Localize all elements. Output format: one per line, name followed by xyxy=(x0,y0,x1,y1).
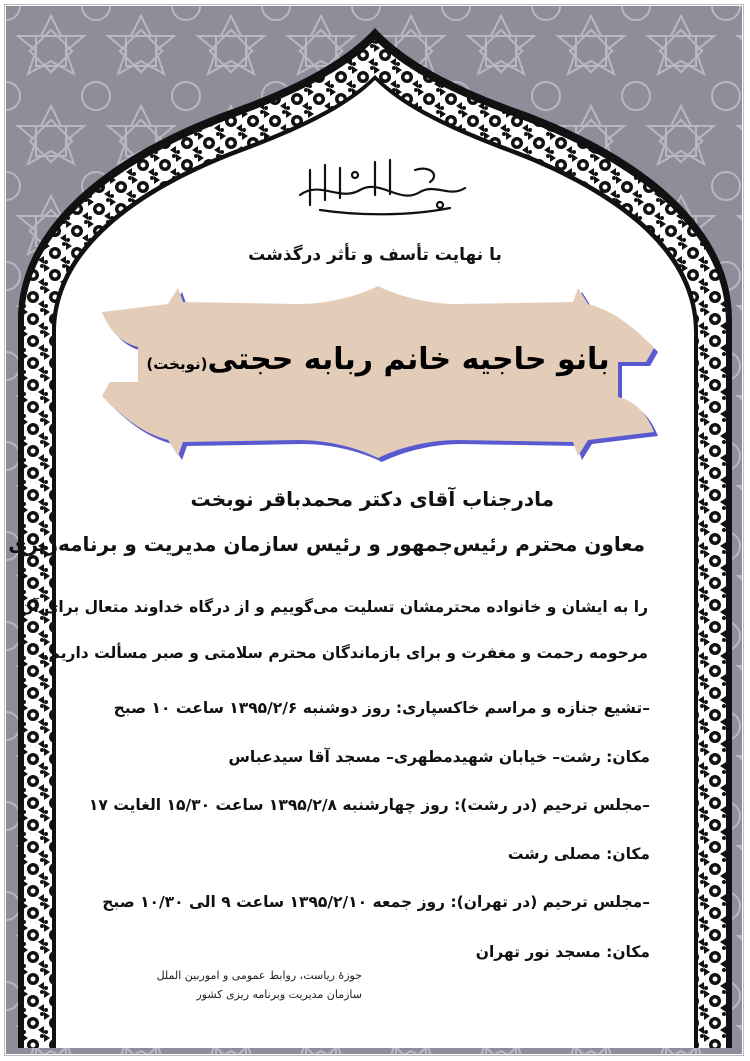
ceremony-item: –تشیع جنازه و مراسم خاکسپاری: روز دوشنبه ۱۳۹۵/۲/۶ ساعت ۱۰ صبح xyxy=(113,699,650,717)
condolence-line-2: مرحومه رحمت و مغفرت و برای بازماندگان محترم سلامتی و صبر مسألت داریم. xyxy=(42,644,648,662)
ceremony-item: –مجلس ترحیم (در رشت): روز چهارشنبه ۱۳۹۵/۲/۸ ساعت ۱۵/۳۰ الغایت ۱۷ xyxy=(88,796,650,814)
relation-line-1: مادرجناب آقای دکتر محمدباقر نوبخت xyxy=(190,487,554,511)
calligraphy-text: انا لله و انا الیه راجعون xyxy=(380,218,390,219)
relation-line-2: معاون محترم رئیس‌جمهور و رئیس سازمان مدیریت و برنامه‌ریزی xyxy=(8,532,645,556)
deceased-name xyxy=(98,342,658,377)
intro-text: با نهایت تأسف و تأثر درگذشت xyxy=(248,245,502,265)
condolence-line-1: را به ایشان و خانواده محترمشان تسلیت می‌گوییم و از درگاه خداوند متعال برای آن xyxy=(20,598,648,616)
ceremony-item: مکان: مصلی رشت xyxy=(507,845,650,863)
deceased-name-main: بانو حاجیه خانم ربابه حجتی xyxy=(207,342,610,377)
calligraphy-emblem xyxy=(280,150,480,220)
ceremony-item: –مجلس ترحیم (در تهران): روز جمعه ۱۳۹۵/۲/۱۰ ساعت ۹ الی ۱۰/۳۰ صبح xyxy=(102,893,650,911)
ceremony-item: مکان: رشت– خیابان شهیدمطهری– مسجد آقا سیدعباس xyxy=(228,748,650,766)
ceremony-item: مکان: مسجد نور تهران xyxy=(475,943,650,961)
signature-line-1: حوزۀ ریاست، روابط عمومی و اموربین الملل xyxy=(156,969,362,982)
signature-line-2: سازمان مدیریت وبرنامه ریزی کشور xyxy=(196,988,362,1001)
deceased-name-suffix: (نوبخت) xyxy=(146,355,208,373)
